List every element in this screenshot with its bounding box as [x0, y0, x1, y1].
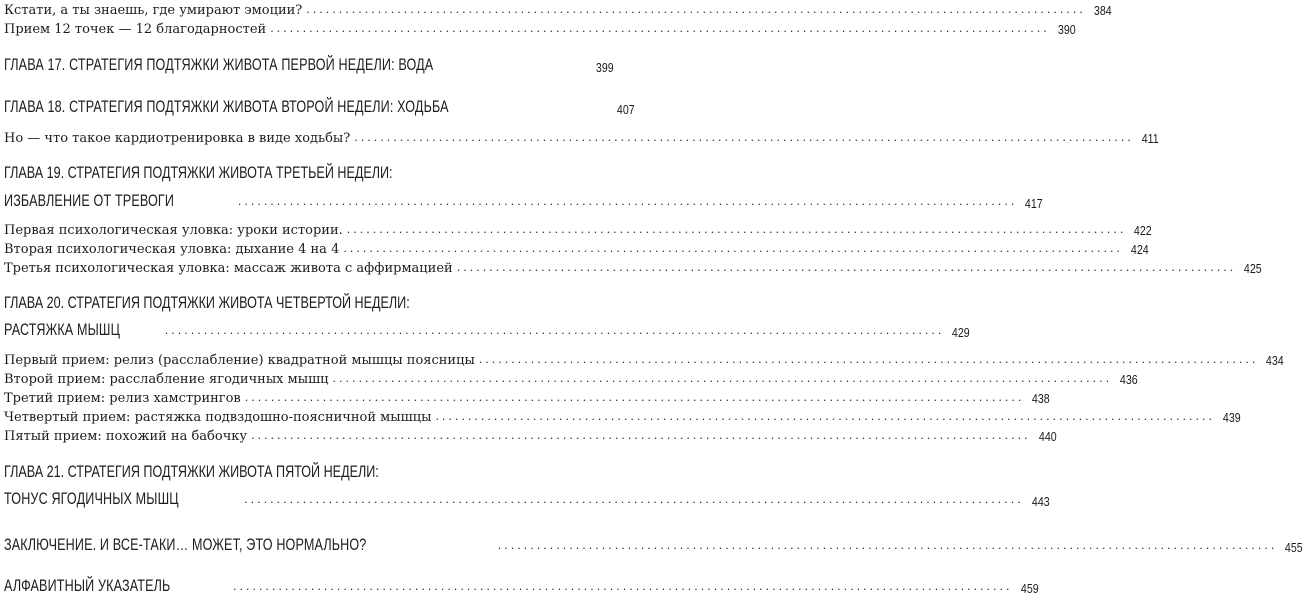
toc-chapter-title: АЛФАВИТНЫЙ УКАЗАТЕЛЬ — [4, 576, 171, 595]
dot-leader: ........................................................................................................................ — [332, 372, 1113, 385]
toc-entry-title: Первая психологическая уловка: уроки истории. — [4, 223, 343, 238]
toc-chapter-heading — [4, 95, 635, 117]
toc-entry — [4, 128, 1159, 146]
toc-entry-page: 443 — [1031, 494, 1050, 509]
toc-chapter-heading — [4, 533, 1303, 555]
toc-chapter-title: ТОНУС ЯГОДИЧНЫХ МЫШЦ — [4, 489, 179, 508]
toc-entry-page: 384 — [1093, 3, 1112, 18]
toc-entry — [4, 258, 1262, 276]
toc-entry-page: 425 — [1244, 261, 1262, 276]
dot-leader: ........................................................................................................................ — [306, 3, 1086, 16]
toc-entry-page: 422 — [1134, 223, 1153, 238]
toc-entry — [4, 426, 1057, 444]
toc-entry-title: Кстати, а ты знаешь, где умирают эмоции? — [4, 3, 303, 18]
toc-entry-title: Четвертый прием: растяжка подвздошно-поясничной мышцы — [4, 410, 432, 425]
toc-chapter-title: РАСТЯЖКА МЫШЦ — [4, 320, 121, 339]
toc-chapter-heading — [4, 161, 568, 183]
toc-entry-page: 429 — [952, 325, 971, 340]
toc-entry-page: 434 — [1266, 353, 1285, 368]
toc-chapter-heading-cont — [4, 318, 971, 340]
toc-chapter-heading — [4, 291, 568, 313]
dot-leader: ........................................................................................................................ — [244, 493, 1024, 506]
toc-entry-page: 407 — [616, 102, 635, 117]
dot-leader: ........................................................................................................................ — [478, 353, 1259, 366]
dot-leader: ........................................................................................................................ — [251, 429, 1031, 442]
toc-entry — [4, 388, 1051, 406]
dot-leader: ........................................................................................................................ — [237, 195, 1018, 208]
dot-leader: ........................................................................................................................ — [244, 391, 1025, 404]
toc-entry-title: Прием 12 точек — 12 благодарностей — [4, 22, 267, 37]
toc-entry — [4, 350, 1285, 368]
toc-entry-title: Первый прием: релиз (расслабление) квадратной мышцы поясницы — [4, 353, 475, 368]
toc-entry-title: Второй прием: расслабление ягодичных мышц — [4, 372, 329, 387]
toc-entry-title: Но — что такое кардиотренировка в виде ходьбы? — [4, 131, 351, 146]
toc-entry — [4, 19, 1076, 37]
dot-leader: ........................................................................................................................ — [232, 580, 1013, 593]
toc-entry-title: Третья психологическая уловка: массаж живота с аффирмацией — [4, 261, 453, 276]
toc-chapter-title: ГЛАВА 19. СТРАТЕГИЯ ПОДТЯЖКИ ЖИВОТА ТРЕТЬЕЙ НЕДЕЛИ: — [4, 163, 393, 182]
toc-entry — [4, 407, 1241, 425]
toc-entry-page: 440 — [1038, 429, 1057, 444]
toc-chapter-heading — [4, 574, 1039, 596]
toc-entry — [4, 239, 1149, 257]
dot-leader: ........................................................................................................................ — [497, 539, 1278, 552]
dot-leader: ........................................................................................................................ — [164, 324, 945, 337]
toc-entry-page: 399 — [596, 60, 614, 75]
dot-leader: ........................................................................................................................ — [343, 242, 1123, 255]
toc-chapter-title: ГЛАВА 17. СТРАТЕГИЯ ПОДТЯЖКИ ЖИВОТА ПЕРВОЙ НЕДЕЛИ: ВОДА — [4, 55, 434, 74]
toc-entry-page: 390 — [1057, 22, 1076, 37]
toc-entry-title: Вторая психологическая уловка: дыхание 4 на 4 — [4, 242, 340, 257]
toc-entry-page: 411 — [1141, 131, 1159, 146]
toc-chapter-heading-cont — [4, 189, 1044, 211]
toc-entry-page: 436 — [1120, 372, 1138, 387]
toc-entry-page: 459 — [1020, 581, 1039, 596]
toc-entry-page: 455 — [1285, 540, 1303, 555]
toc-entry — [4, 369, 1138, 387]
toc-entry-title: Пятый прием: похожий на бабочку — [4, 429, 248, 444]
toc-chapter-title: ГЛАВА 20. СТРАТЕГИЯ ПОДТЯЖКИ ЖИВОТА ЧЕТВЕРТОЙ НЕДЕЛИ: — [4, 293, 410, 312]
toc-chapter-heading — [4, 460, 568, 482]
toc-chapter-title: ЗАКЛЮЧЕНИЕ. И ВСЕ-ТАКИ… МОЖЕТ, ЭТО НОРМАЛЬНО? — [4, 535, 367, 554]
toc-entry-page: 424 — [1130, 242, 1149, 257]
toc-chapter-title: ИЗБАВЛЕНИЕ ОТ ТРЕВОГИ — [4, 191, 175, 210]
toc-entry-page: 439 — [1222, 410, 1241, 425]
toc-chapter-heading-cont — [4, 487, 1050, 509]
dot-leader: ........................................................................................................................ — [435, 410, 1216, 423]
dot-leader: ........................................................................................................................ — [354, 131, 1134, 144]
toc-entry-title: Третий прием: релиз хамстрингов — [4, 391, 241, 406]
toc-entry — [4, 0, 1112, 18]
dot-leader: ........................................................................................................................ — [456, 261, 1237, 274]
toc-chapter-title: ГЛАВА 21. СТРАТЕГИЯ ПОДТЯЖКИ ЖИВОТА ПЯТОЙ НЕДЕЛИ: — [4, 462, 379, 481]
toc-chapter-heading — [4, 53, 614, 75]
toc-entry-page: 438 — [1032, 391, 1051, 406]
toc-entry-page: 417 — [1025, 196, 1044, 211]
toc-chapter-title: ГЛАВА 18. СТРАТЕГИЯ ПОДТЯЖКИ ЖИВОТА ВТОРОЙ НЕДЕЛИ: ХОДЬБА — [4, 97, 449, 116]
dot-leader: ........................................................................................................................ — [346, 223, 1127, 236]
dot-leader: ........................................................................................................................ — [270, 22, 1050, 35]
toc-entry — [4, 220, 1153, 238]
